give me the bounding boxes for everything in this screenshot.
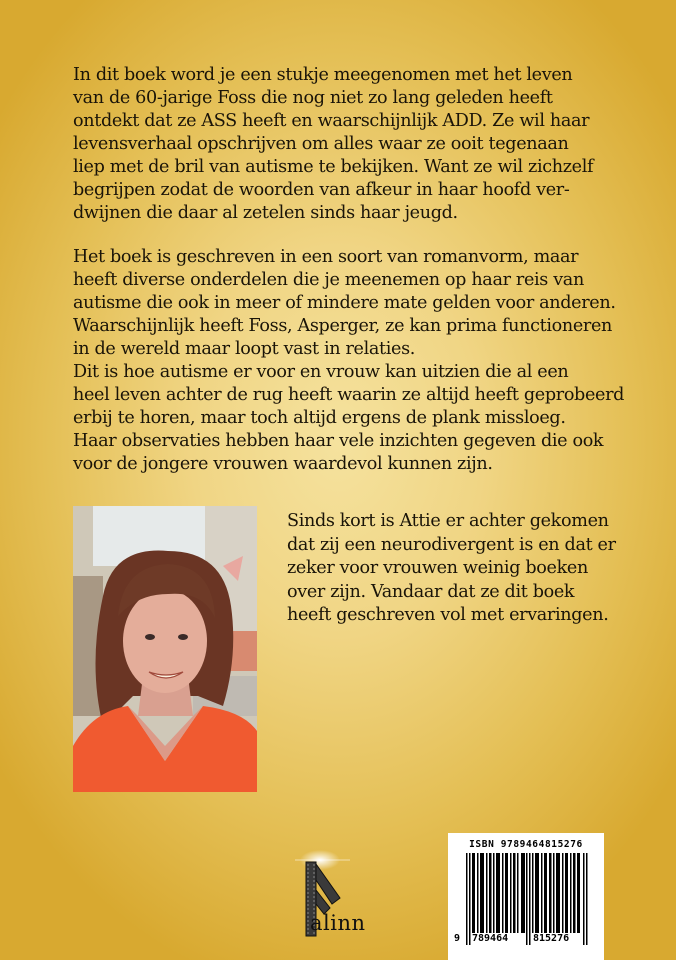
publisher-name: alinn [310, 911, 366, 935]
text-line: over zijn. Vandaar dat ze dit boek [287, 581, 575, 602]
blurb-paragraph-1 [73, 64, 653, 225]
text-line: liep met de bril van autisme te bekijken. Want ze wil zichzelf [73, 157, 594, 177]
isbn-barcode [448, 833, 604, 960]
author-photo [73, 506, 257, 792]
publisher-logo [290, 848, 400, 948]
isbn-digits-left: 789464 [472, 933, 509, 944]
text-line: van de 60-jarige Foss die nog niet zo lang geleden heeft [73, 88, 553, 108]
text-line: Dit is hoe autisme er voor en vrouw kan uitzien die al een [73, 362, 569, 382]
text-line: voor de jongere vrouwen waardevol kunnen zijn. [73, 454, 493, 474]
text-line: dat zij een neurodivergent is en dat er [287, 534, 616, 555]
author-bio [287, 510, 657, 628]
blurb-paragraph-2 [73, 246, 653, 476]
text-line: Haar observaties hebben haar vele inzichten gegeven die ook [73, 431, 604, 451]
text-line: dwijnen die daar al zetelen sinds haar jeugd. [73, 203, 458, 223]
text-line: Het boek is geschreven in een soort van romanvorm, maar [73, 247, 579, 267]
text-line: levensverhaal opschrijven om alles waar ze ooit tegenaan [73, 134, 569, 154]
isbn-label: ISBN 9789464815276 [469, 839, 583, 850]
isbn-digit-prefix: 9 [454, 933, 461, 944]
portrait-illustration [73, 506, 257, 792]
text-line: In dit boek word je een stukje meegenomen met het leven [73, 65, 573, 85]
text-line: heeft geschreven vol met ervaringen. [287, 605, 609, 625]
text-line: begrijpen zodat de woorden van afkeur in haar hoofd ver- [73, 180, 570, 200]
text-line: ontdekt dat ze ASS heeft en waarschijnlijk ADD. Ze wil haar [73, 111, 590, 131]
text-line: in de wereld maar loopt vast in relaties. [73, 339, 415, 359]
text-line: Sinds kort is Attie er achter gekomen [287, 511, 609, 531]
text-line: heeft diverse onderdelen die je meenemen op haar reis van [73, 270, 584, 290]
isbn-digits-right: 815276 [533, 933, 570, 944]
text-line: autisme die ook in meer of mindere mate gelden voor anderen. [73, 293, 616, 313]
text-line: erbij te horen, maar toch altijd ergens de plank missloeg. [73, 408, 566, 428]
text-line: zeker voor vrouwen weinig boeken [287, 558, 588, 578]
text-line: heel leven achter de rug heeft waarin ze altijd heeft geprobeerd [73, 385, 625, 405]
barcode-bars [466, 853, 588, 945]
text-line: Waarschijnlijk heeft Foss, Asperger, ze kan prima functioneren [73, 316, 613, 336]
